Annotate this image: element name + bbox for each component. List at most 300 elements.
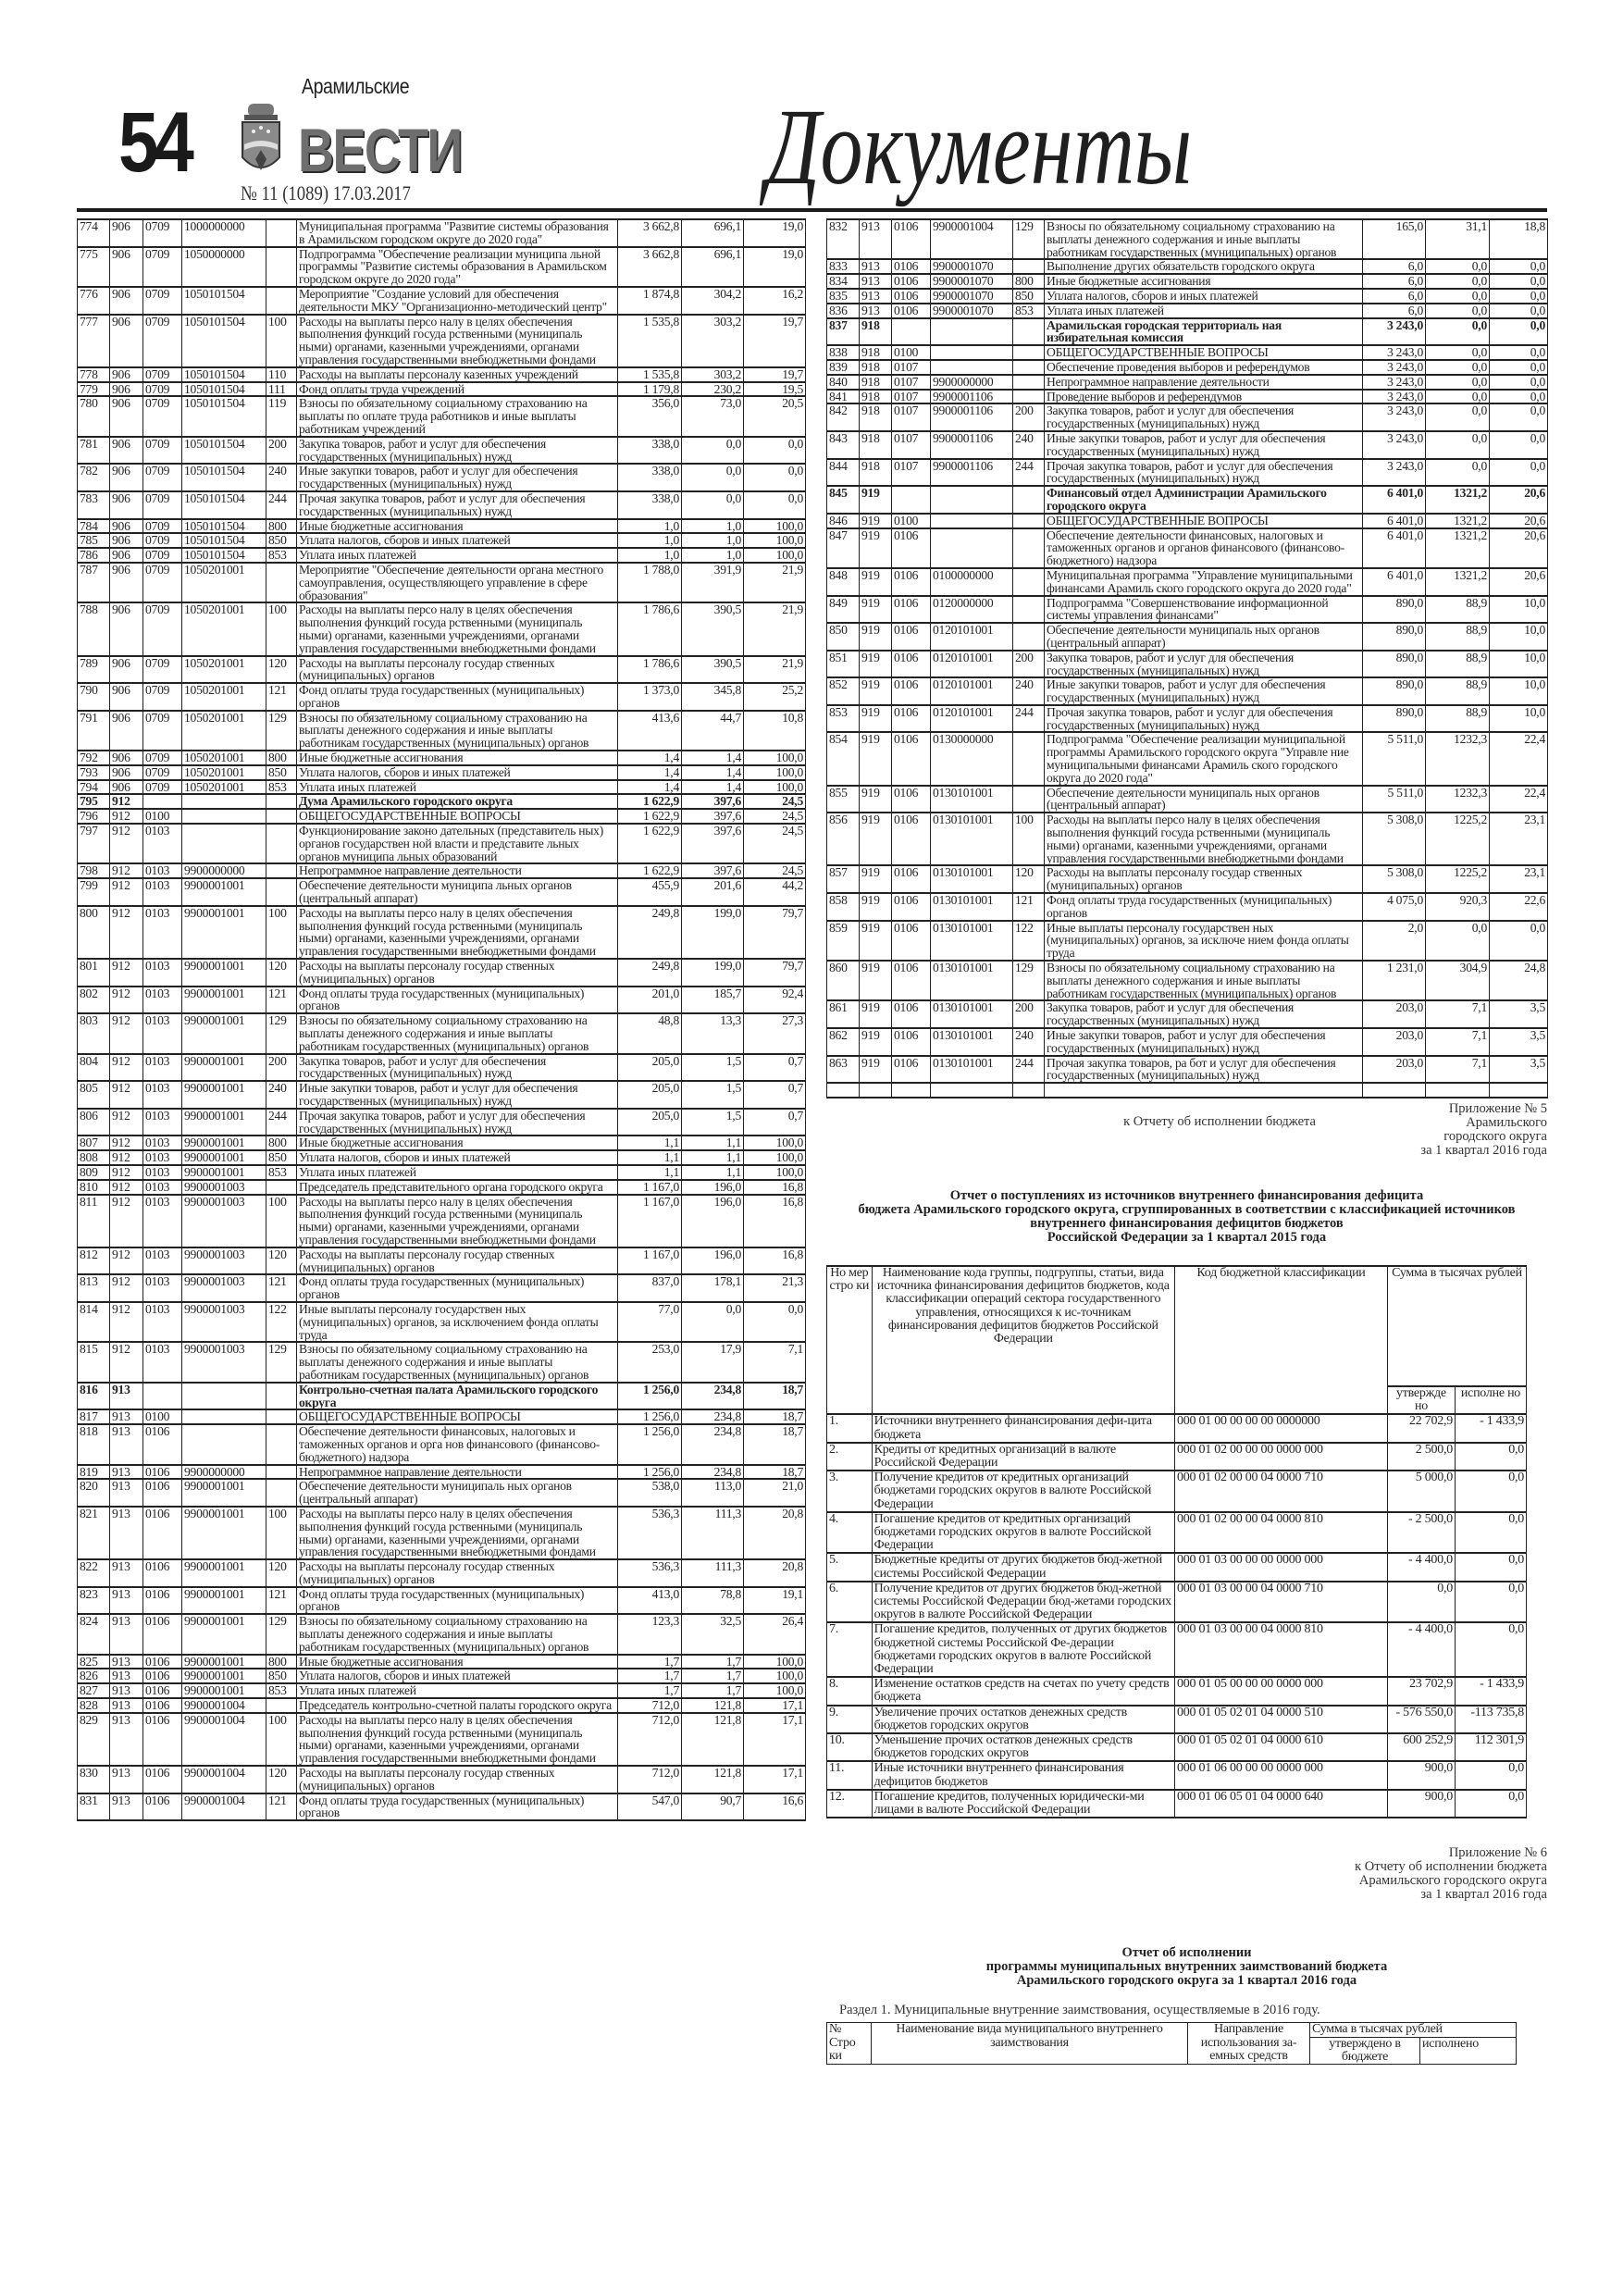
executed-amount: 1,1 (682, 1165, 744, 1180)
row-number: 792 (78, 751, 110, 765)
source-name: Кредиты от кредитных организаций в валюте Российской Федерации (872, 1443, 1174, 1471)
section-code: 0106 (892, 1000, 931, 1028)
executed-amount: 1232,3 (1426, 786, 1490, 813)
table-row (827, 705, 1548, 733)
executed-amount: 7,1 (1426, 1000, 1490, 1028)
item-name: Иные выплаты персоналу государствен ных (муниципальных) органов, за исключением фонда оплаты труда (297, 1302, 618, 1342)
planned-amount: 1,0 (618, 519, 682, 534)
table-row (827, 732, 1548, 785)
planned-amount: 3 662,8 (618, 219, 682, 247)
expense-type-code: 129 (266, 1614, 297, 1654)
execution-percent: 20,8 (744, 1559, 806, 1587)
section-code: 0709 (143, 683, 182, 711)
ved-code: 918 (860, 318, 892, 346)
planned-amount: 338,0 (618, 464, 682, 491)
section-1-caption: Раздел 1. Муниципальные внутренние заимствования, осуществляемые в 2016 году. (839, 2003, 1320, 2018)
target-article-code: 0130101001 (931, 1028, 1013, 1056)
target-article-code: 9900001001 (182, 1013, 266, 1053)
executed-amount: 90,7 (682, 1793, 744, 1821)
section-code: 0103 (143, 1081, 182, 1109)
row-number: 843 (827, 431, 860, 459)
planned-amount: 1 167,0 (618, 1247, 682, 1275)
section-code: 0106 (892, 813, 931, 865)
ved-code: 913 (110, 1614, 143, 1654)
executed-amount: 78,8 (682, 1587, 744, 1615)
section-code: 0709 (143, 382, 182, 397)
executed-amount: 1,0 (682, 519, 744, 534)
target-article-code: 0130101001 (931, 865, 1013, 893)
table-row (78, 382, 806, 397)
item-name: Иные закупки товаров, работ и услуг для обеспечения государственных (муниципальных) нужд (1045, 1028, 1363, 1056)
target-article-code: 1050201001 (182, 683, 266, 711)
table-row (78, 1165, 806, 1180)
row-number: 833 (827, 259, 860, 274)
source-name: Погашение кредитов, полученных от других бюджетов бюджетной системы Российской Фе-дерации бюджетами городских округов в валюте Российской Федерации (872, 1622, 1174, 1677)
ved-code: 913 (110, 1465, 143, 1480)
planned-amount: 1 373,0 (618, 683, 682, 711)
execution-percent: 79,7 (744, 906, 806, 959)
row-number: 9. (827, 1706, 873, 1733)
execution-percent: 92,4 (744, 987, 806, 1014)
section-code: 0106 (892, 1056, 931, 1084)
execution-percent: 24,5 (744, 809, 806, 824)
planned-amount: 205,0 (618, 1109, 682, 1136)
target-article-code: 9900000000 (182, 863, 266, 878)
execution-percent: 100,0 (744, 751, 806, 765)
table-row (78, 809, 806, 824)
planned-amount: 338,0 (618, 437, 682, 465)
executed-amount: 196,0 (682, 1195, 744, 1247)
section-code: 0709 (143, 656, 182, 684)
planned-amount: 3 243,0 (1363, 345, 1426, 360)
row-number: 804 (78, 1054, 110, 1082)
section-code: 0103 (143, 878, 182, 906)
ved-code: 906 (110, 287, 143, 315)
appendix-5-label: Приложение № 5 (1448, 1101, 1547, 1116)
row-number: 828 (78, 1698, 110, 1713)
appendix-5-line: городского округа (1443, 1129, 1547, 1144)
executed-amount: 391,9 (682, 563, 744, 602)
planned-amount: 890,0 (1363, 705, 1426, 733)
item-name: Мероприятие "Создание условий для обеспечения деятельности МКУ "Организационно-методический центр" (297, 287, 618, 315)
planned-amount: 3 662,8 (618, 247, 682, 287)
section-code: 0106 (892, 623, 931, 651)
planned-amount: 837,0 (618, 1274, 682, 1302)
row-number: 841 (827, 390, 860, 404)
executed-amount: 1321,2 (1426, 514, 1490, 528)
executed-amount: 0,0 (1455, 1471, 1526, 1512)
row-number: 862 (827, 1028, 860, 1056)
ved-code: 906 (110, 437, 143, 465)
planned-amount: 712,0 (618, 1766, 682, 1793)
execution-percent: 3,5 (1490, 1056, 1548, 1084)
row-number: 830 (78, 1766, 110, 1793)
execution-percent: 26,4 (744, 1614, 806, 1654)
expense-type-code: 110 (266, 367, 297, 382)
executed-amount: 111,3 (682, 1559, 744, 1587)
item-name: Фонд оплаты труда учреждений (297, 382, 618, 397)
item-name: Муниципальная программа "Управление муниципальными финансами Арамиль ского городского округа до 2020 года" (1045, 568, 1363, 596)
ved-code: 906 (110, 396, 143, 436)
ved-code: 913 (860, 219, 892, 259)
ved-code: 913 (110, 1479, 143, 1507)
executed-amount: 0,0 (682, 464, 744, 491)
section-code: 0107 (892, 390, 931, 404)
col-header-executed: исполнено (1420, 2037, 1517, 2064)
section-code: 0106 (892, 677, 931, 705)
item-name: Обеспечение деятельности финансовых, налоговых и таможенных органов и органов финансового (финансово-бюджетного) надзора (1045, 528, 1363, 568)
executed-amount: 1,5 (682, 1054, 744, 1082)
execution-percent: 16,8 (744, 1180, 806, 1195)
execution-percent: 21,3 (744, 1274, 806, 1302)
item-name: Взносы по обязательному социальному страхованию на выплаты денежного содержания и иные выплаты работникам государственных (муниципальных) органов (297, 1342, 618, 1382)
planned-amount: 165,0 (1363, 219, 1426, 259)
item-name: Взносы по обязательному социальному страхованию на выплаты денежного содержания и иные выплаты работникам государственных (муниципальных) органов (1045, 219, 1363, 259)
section-code: 0106 (892, 289, 931, 304)
row-number: 849 (827, 596, 860, 624)
execution-percent: 0,7 (744, 1054, 806, 1082)
row-number: 823 (78, 1587, 110, 1615)
section-code: 0103 (143, 824, 182, 863)
expense-type-code: 240 (1013, 431, 1045, 459)
execution-percent: 17,1 (744, 1766, 806, 1793)
execution-percent: 0,0 (1490, 459, 1548, 487)
ved-code: 912 (110, 1109, 143, 1136)
planned-amount: 1,4 (618, 765, 682, 780)
table-row (78, 780, 806, 795)
target-article-code: 9900001001 (182, 1165, 266, 1180)
execution-percent: 0,0 (1490, 304, 1548, 318)
section-code: 0106 (143, 1766, 182, 1793)
expense-type-code: 853 (266, 1683, 297, 1698)
executed-amount: 1,1 (682, 1136, 744, 1150)
planned-amount: 536,3 (618, 1507, 682, 1559)
target-article-code: 1050101504 (182, 437, 266, 465)
target-article-code: 0100000000 (931, 568, 1013, 596)
item-name: Подпрограмма "Обеспечение реализации муниципальной программы Арамильского городского округа "Управле ние муниципальными финансами Арамиль ского городского округа до 2020 года" (1045, 732, 1363, 785)
planned-amount: 1 535,8 (618, 315, 682, 367)
executed-amount: - 1 433,9 (1455, 1414, 1526, 1442)
planned-amount: 203,0 (1363, 1028, 1426, 1056)
expense-type-code (266, 1180, 297, 1195)
planned-amount: 123,3 (618, 1614, 682, 1654)
planned-amount: 253,0 (618, 1342, 682, 1382)
planned-amount: 1 535,8 (618, 367, 682, 382)
table-row (827, 1733, 1527, 1761)
table-row (827, 431, 1548, 459)
section-code: 0709 (143, 315, 182, 367)
col-header-name: Наименование вида муниципального внутреннего заимствования (872, 2023, 1188, 2065)
expense-type-code (266, 287, 297, 315)
planned-amount: 547,0 (618, 1793, 682, 1821)
expense-type-code: 800 (266, 1655, 297, 1669)
executed-amount: 1232,3 (1426, 732, 1490, 785)
executed-amount: 920,3 (1426, 893, 1490, 921)
expense-type-code: 800 (266, 519, 297, 534)
table-row (78, 1180, 806, 1195)
ved-code: 918 (860, 431, 892, 459)
row-number: 2. (827, 1443, 873, 1471)
table-row (78, 1698, 806, 1713)
source-name: Уменьшение прочих остатков денежных средств бюджетов городских округов (872, 1733, 1174, 1761)
expense-type-code: 850 (1013, 289, 1045, 304)
execution-percent: 10,0 (1490, 705, 1548, 733)
executed-amount: 88,9 (1426, 623, 1490, 651)
section-code: 0709 (143, 437, 182, 465)
item-name: Закупка товаров, работ и услуг для обеспечения государственных (муниципальных) нужд (297, 1054, 618, 1082)
executed-amount: 7,1 (1426, 1028, 1490, 1056)
executed-amount: 1321,2 (1426, 568, 1490, 596)
row-number: 798 (78, 863, 110, 878)
table-row (78, 1109, 806, 1136)
table-row (78, 519, 806, 534)
item-name: Уплата иных платежей (1045, 304, 1363, 318)
paper-name-main: ВЕСТИ (298, 116, 462, 184)
item-name: Взносы по обязательному социальному страхованию на выплаты денежного содержания и иные выплаты работникам государственных (муниципальных) органов (297, 1614, 618, 1654)
target-article-code: 9900001106 (931, 403, 1013, 431)
item-name: Выполнение других обязательств городского округа (1045, 259, 1363, 274)
title-line: программы муниципальных внутренних заимствований бюджета (985, 1959, 1388, 1975)
table-row (78, 794, 806, 809)
expense-type-code: 850 (266, 1150, 297, 1165)
item-name: Обеспечение проведения выборов и референдумов (1045, 360, 1363, 375)
target-article-code: 9900001106 (931, 431, 1013, 459)
ved-code: 918 (860, 390, 892, 404)
item-name: Взносы по обязательному социальному страхованию на выплаты денежного содержания и иные выплаты работникам государственных (муниципальных) органов (297, 1013, 618, 1053)
table-row (827, 345, 1548, 360)
expense-type-code: 800 (1013, 274, 1045, 289)
table-row (78, 1683, 806, 1698)
row-number: 832 (827, 219, 860, 259)
row-number: 8. (827, 1677, 873, 1705)
expense-type-code: 100 (266, 906, 297, 959)
table-row (78, 1150, 806, 1165)
table-row (78, 247, 806, 287)
item-name: Иные бюджетные ассигнования (297, 1655, 618, 1669)
target-article-code: 1050101504 (182, 464, 266, 491)
table-row (78, 1614, 806, 1654)
section-code: 0106 (892, 259, 931, 274)
section-code: 0103 (143, 1195, 182, 1247)
row-number: 851 (827, 651, 860, 678)
executed-amount: 17,9 (682, 1342, 744, 1382)
executed-amount: 0,0 (1426, 318, 1490, 346)
ved-code: 913 (110, 1793, 143, 1821)
expense-type-code (1013, 390, 1045, 404)
execution-percent: 0,0 (744, 464, 806, 491)
item-name: Проведение выборов и референдумов (1045, 390, 1363, 404)
planned-amount: 3 243,0 (1363, 431, 1426, 459)
planned-amount: 1,1 (618, 1165, 682, 1180)
item-name: Прочая закупка товаров, работ и услуг для обеспечения государственных (муниципальных) нужд (1045, 459, 1363, 487)
item-name: Иные бюджетные ассигнования (297, 1136, 618, 1150)
table-row (827, 623, 1548, 651)
executed-amount: 345,8 (682, 683, 744, 711)
planned-amount: 6 401,0 (1363, 514, 1426, 528)
execution-percent: 25,2 (744, 683, 806, 711)
item-name: Расходы на выплаты персо налу в целях обеспечения выполнения функций госуда рственными (муниципаль ными) органами, казенными учреждениями, органами управления государственными внебюджетными фондами (297, 1713, 618, 1766)
table-row (78, 1195, 806, 1247)
section-code (892, 1083, 931, 1098)
item-name: Обеспечение деятельности муниципаль ных органов (центральный аппарат) (1045, 623, 1363, 651)
execution-percent: 20,5 (744, 396, 806, 436)
expense-type-code: 800 (266, 751, 297, 765)
row-number: 784 (78, 519, 110, 534)
executed-amount: 0,0 (1455, 1582, 1526, 1623)
col-header-num: Но мер стро ки (827, 1266, 873, 1414)
row-number: 819 (78, 1465, 110, 1480)
expense-type-code: 853 (266, 548, 297, 563)
approved-amount: 5 000,0 (1387, 1471, 1455, 1512)
planned-amount: 6 401,0 (1363, 568, 1426, 596)
item-name: Расходы на выплаты персоналу государ ственных (муниципальных) органов (1045, 865, 1363, 893)
row-number: 827 (78, 1683, 110, 1698)
col-header-direction: Направление использования за-емных средств (1188, 2023, 1310, 2065)
planned-amount: 1 622,9 (618, 794, 682, 809)
planned-amount: 5 308,0 (1363, 865, 1426, 893)
target-article-code (182, 1409, 266, 1424)
planned-amount: 1 231,0 (1363, 961, 1426, 1000)
row-number: 838 (827, 345, 860, 360)
approved-amount: 600 252,9 (1387, 1733, 1455, 1761)
execution-percent: 24,5 (744, 824, 806, 863)
execution-percent: 0,0 (744, 491, 806, 519)
expense-type-code: 129 (266, 1342, 297, 1382)
executed-amount (1426, 1083, 1490, 1098)
execution-percent: 0,0 (1490, 274, 1548, 289)
execution-percent: 0,0 (744, 437, 806, 465)
appendix-5-line: Арамильского (1466, 1115, 1547, 1130)
item-name: Прочая закупка товаров, работ и услуг для обеспечения государственных (муниципальных) нужд (1045, 705, 1363, 733)
budget-classification-code: 000 01 05 00 00 00 0000 000 (1174, 1677, 1387, 1705)
expense-type-code: 121 (1013, 893, 1045, 921)
target-article-code: 9900001001 (182, 1507, 266, 1559)
execution-percent: 20,6 (1490, 528, 1548, 568)
execution-percent: 3,5 (1490, 1000, 1548, 1028)
row-number: 835 (827, 289, 860, 304)
item-name: Уплата иных платежей (297, 1165, 618, 1180)
ved-code: 912 (110, 1150, 143, 1165)
row-number: 818 (78, 1424, 110, 1464)
target-article-code (931, 528, 1013, 568)
target-article-code: 9900001001 (182, 1655, 266, 1669)
section-code: 0106 (892, 219, 931, 259)
ved-code: 912 (110, 959, 143, 987)
expense-type-code (1013, 596, 1045, 624)
budget-table-right (826, 218, 1548, 1098)
expense-type-code: 850 (266, 1669, 297, 1683)
executed-amount: 303,2 (682, 315, 744, 367)
row-number: 807 (78, 1136, 110, 1150)
expense-type-code: 100 (266, 1507, 297, 1559)
expense-type-code (1013, 732, 1045, 785)
ved-code: 906 (110, 683, 143, 711)
col-header-code: Код бюджетной классификации (1174, 1266, 1387, 1414)
item-name: Расходы на выплаты персоналу государ ственных (муниципальных) органов (297, 1559, 618, 1587)
expense-type-code: 240 (1013, 1028, 1045, 1056)
executed-amount: 0,0 (1426, 459, 1490, 487)
planned-amount: 201,0 (618, 987, 682, 1014)
item-name: Уплата налогов, сборов и иных платежей (297, 1669, 618, 1683)
target-article-code: 1050201001 (182, 563, 266, 602)
executed-amount: 31,1 (1426, 219, 1490, 259)
item-name: ОБЩЕГОСУДАРСТВЕННЫЕ ВОПРОСЫ (1045, 345, 1363, 360)
row-number: 778 (78, 367, 110, 382)
planned-amount: 1,7 (618, 1655, 682, 1669)
table-row (78, 315, 806, 367)
target-article-code: 9900001070 (931, 259, 1013, 274)
executed-amount: 0,0 (682, 1302, 744, 1342)
table-row (827, 1028, 1548, 1056)
ved-code: 906 (110, 315, 143, 367)
row-number: 801 (78, 959, 110, 987)
table-row (827, 677, 1548, 705)
planned-amount: 1,0 (618, 533, 682, 548)
planned-amount: 6,0 (1363, 259, 1426, 274)
expense-type-code: 853 (266, 780, 297, 795)
planned-amount: 1 622,9 (618, 863, 682, 878)
row-number: 844 (827, 459, 860, 487)
ved-code: 912 (110, 1013, 143, 1053)
section-code: 0100 (143, 1409, 182, 1424)
item-name: Непрограммное направление деятельности (1045, 375, 1363, 390)
expense-type-code: 100 (266, 602, 297, 655)
table-row (827, 318, 1548, 346)
ved-code: 913 (110, 1655, 143, 1669)
expense-type-code: 120 (266, 1247, 297, 1275)
section-code: 0103 (143, 1150, 182, 1165)
ved-code: 913 (110, 1669, 143, 1683)
ved-code: 919 (860, 813, 892, 865)
ved-code: 913 (110, 1698, 143, 1713)
section-code: 0106 (143, 1669, 182, 1683)
executed-amount: 0,0 (1455, 1512, 1526, 1554)
expense-type-code: 200 (1013, 403, 1045, 431)
item-name: Уплата налогов, сборов и иных платежей (297, 533, 618, 548)
table-row (827, 1443, 1527, 1471)
execution-percent: 0,0 (1490, 345, 1548, 360)
execution-percent: 18,7 (744, 1409, 806, 1424)
table-row (827, 459, 1548, 487)
table-row (827, 219, 1548, 259)
ved-code: 912 (110, 1180, 143, 1195)
planned-amount: 1,4 (618, 780, 682, 795)
expense-type-code (1013, 345, 1045, 360)
target-article-code: 1050000000 (182, 247, 266, 287)
execution-percent: 10,0 (1490, 596, 1548, 624)
section-code (892, 318, 931, 346)
row-number: 1. (827, 1414, 873, 1442)
row-number: 776 (78, 287, 110, 315)
executed-amount: 696,1 (682, 247, 744, 287)
ved-code: 912 (110, 794, 143, 809)
table-row (827, 893, 1548, 921)
planned-amount: 1,1 (618, 1150, 682, 1165)
ved-code: 906 (110, 765, 143, 780)
budget-classification-code: 000 01 03 00 00 00 0000 000 (1174, 1553, 1387, 1581)
executed-amount: 0,0 (1455, 1761, 1526, 1789)
row-number: 10. (827, 1733, 873, 1761)
row-number: 813 (78, 1274, 110, 1302)
section-code: 0106 (143, 1465, 182, 1480)
item-name: Обеспечение деятельности муниципаль ных органов (центральный аппарат) (1045, 786, 1363, 813)
row-number: 814 (78, 1302, 110, 1342)
row-number: 7. (827, 1622, 873, 1677)
execution-percent: 18,8 (1490, 219, 1548, 259)
ved-code: 913 (860, 274, 892, 289)
item-name: Уплата налогов, сборов и иных платежей (1045, 289, 1363, 304)
row-number: 781 (78, 437, 110, 465)
